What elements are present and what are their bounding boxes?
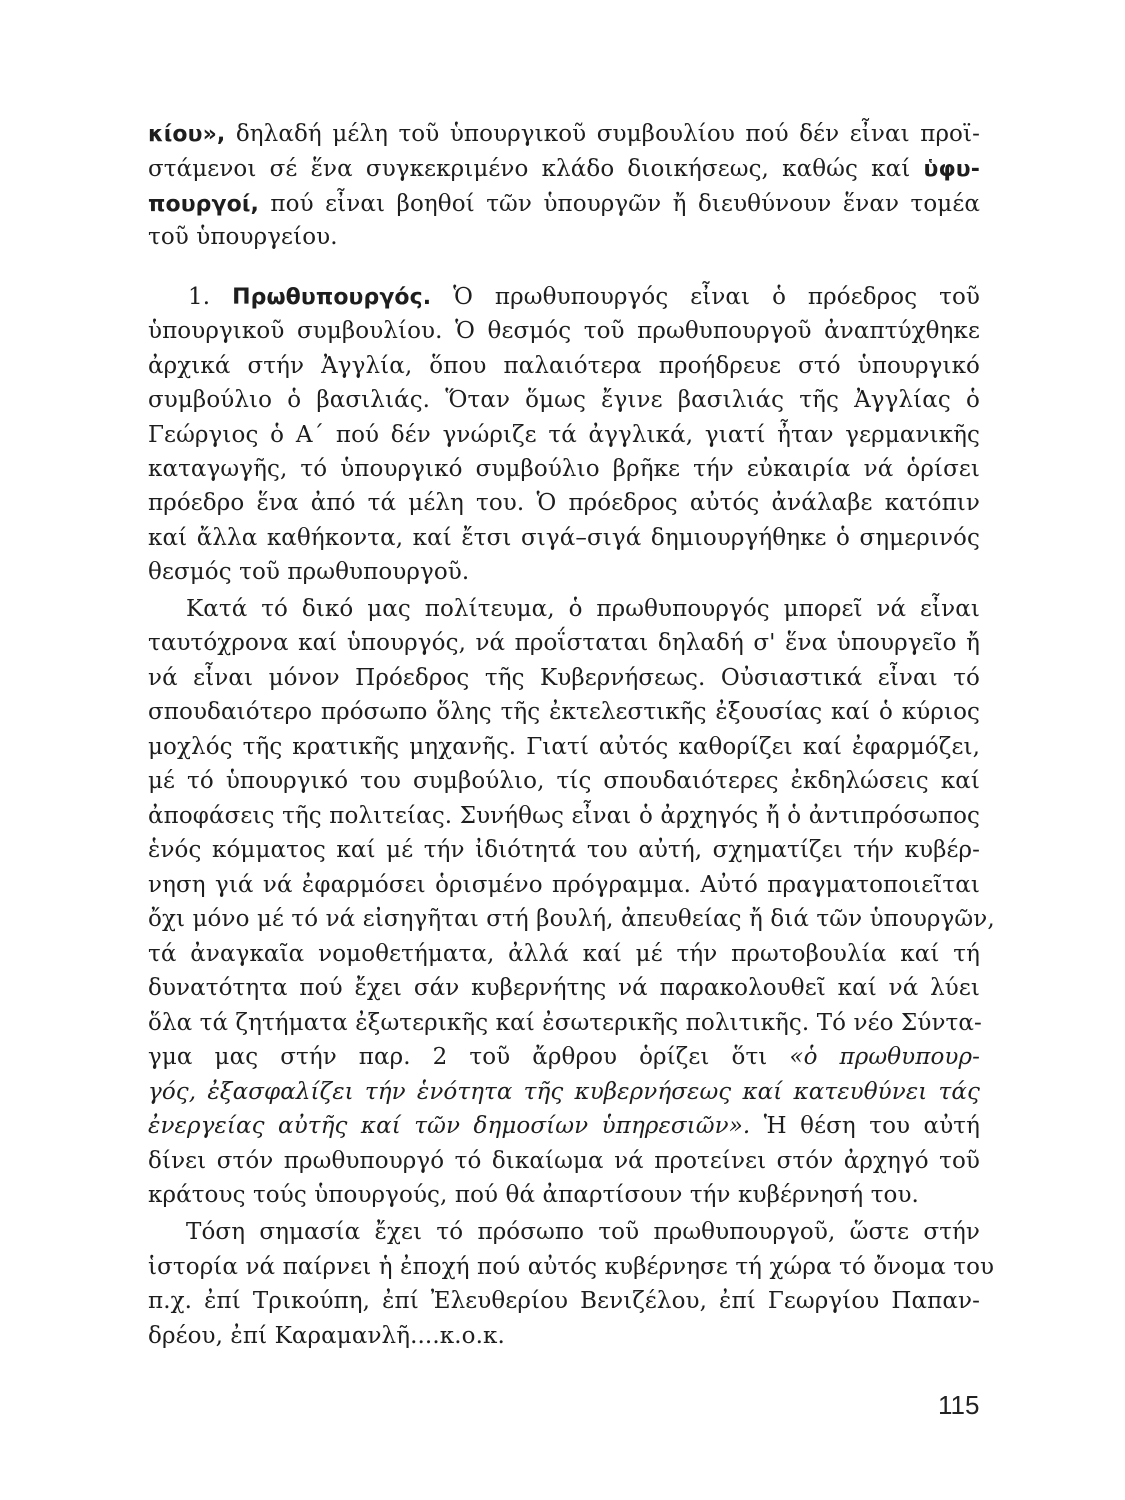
text-line: δρέου, ἐπί Καραμανλῆ....κ.ο.κ.	[148, 1323, 505, 1349]
text-line: μοχλός τῆς κρατικῆς μηχανῆς. Γιατί αὐτός καθορίζει καί ἐφαρμόζει,	[148, 734, 980, 760]
text-line	[148, 1081, 980, 1104]
text-line: ἀποφάσεις τῆς πολιτείας. Συνήθως εἶναι ὁ ἀρχηγός ἤ ὁ ἀντιπρόσωπος	[148, 803, 980, 829]
text-line: ἀρχικά στήν Ἀγγλία, ὅπου παλαιότερα προήδρευε στό ὑπουργικό	[148, 353, 980, 379]
italic-quote: γός, ἐξασφαλίζει τήν ἑνότητα τῆς κυβερνήσεως καί κατευθύνει τάς	[148, 1079, 980, 1105]
text-line: δυνατότητα πού ἔχει σάν κυβερνήτης νά παρακολουθεῖ καί νά λύει	[148, 975, 980, 1001]
text-line: δίνει στόν πρωθυπουργό τό δικαίωμα νά προτείνει στόν ἀρχηγό τοῦ	[148, 1148, 980, 1174]
text-line: στάμενοι σέ ἕνα συγκεκριμένο κλάδο διοικήσεως, καθώς καί ὑφυ-	[148, 156, 980, 182]
bold-term: ὑφυ-	[923, 157, 980, 182]
text-line: σπουδαιότερο πρόσωπο ὅλης τῆς ἐκτελεστικῆς ἐξουσίας καί ὁ κύριος	[148, 699, 980, 725]
section-heading: Πρωθυπουργός.	[232, 285, 432, 310]
section-heading-line: 1. Πρωθυπουργός. Ὁ πρωθυπουργός εἶναι ὁ πρόεδρος τοῦ	[188, 284, 980, 310]
text-line: κράτους τούς ὑπουργούς, πού θά ἀπαρτίσουν τήν κυβέρνησή του.	[148, 1182, 919, 1208]
text-line: Τόση σημασία ἔχει τό πρόσωπο τοῦ πρωθυπουργοῦ, ὥστε στήν	[186, 1219, 980, 1245]
text-line: ὅλα τά ζητήματα ἐξωτερικῆς καί ἐσωτερικῆς πολιτικῆς. Τό νέο Σύντα-	[148, 1010, 982, 1036]
text-line: ἐνεργείας αὐτῆς καί τῶν δημοσίων ὑπηρεσιῶν». Ἡ θέση του αὐτή	[148, 1113, 980, 1139]
text-line: ὄχι μόνο μέ τό νά εἰσηγῆται στή βουλή, ἀπευθείας ἤ διά τῶν ὑπουργῶν,	[148, 906, 995, 932]
text-line: ἑνός κόμματος καί μέ τήν ἰδιότητά του αὐτή, σχηματίζει τήν κυβέρ-	[148, 837, 980, 863]
text-line: θεσμός τοῦ πρωθυπουργοῦ.	[148, 559, 470, 585]
italic-quote: «ὁ πρωθυπουρ-	[789, 1044, 980, 1070]
text-line: τοῦ ὑπουργείου.	[148, 224, 338, 250]
text-line: Γεώργιος ὁ Α΄ πού δέν γνώριζε τά ἀγγλικά, γιατί ἦταν γερμανικῆς	[148, 422, 980, 448]
bold-term: κίου»,	[148, 122, 226, 147]
text-line: πουργοί, πού εἶναι βοηθοί τῶν ὑπουργῶν ἤ διευθύνουν ἕναν τομέα	[148, 191, 980, 217]
text-line: γμα μας στήν παρ. 2 τοῦ ἄρθρου ὁρίζει ὅτι «ὁ πρωθυπουρ-	[148, 1044, 980, 1070]
page-number: 115	[938, 1390, 980, 1420]
text-line: π.χ. ἐπί Τρικούπη, ἐπί Ἐλευθερίου Βενιζέλου, ἐπί Γεωργίου Παπαν-	[148, 1288, 980, 1314]
text-line: καταγωγῆς, τό ὑπουργικό συμβούλιο βρῆκε τήν εὐκαιρία νά ὁρίσει	[148, 456, 980, 482]
text-line: ὑπουργικοῦ συμβουλίου. Ὁ θεσμός τοῦ πρωθυπουργοῦ ἀναπτύχθηκε	[148, 318, 980, 344]
text-line: κίου», δηλαδή μέλη τοῦ ὑπουργικοῦ συμβουλίου πού δέν εἶναι προϊ-	[148, 121, 980, 147]
text-line: ταυτόχρονα καί ὑπουργός, νά προΐσταται δηλαδή σ' ἕνα ὑπουργεῖο ἤ	[148, 630, 980, 656]
text-line: ἱστορία νά παίρνει ἡ ἐποχή πού αὐτός κυβέρνησε τή χώρα τό ὄνομα του	[148, 1254, 995, 1280]
section-number: 1.	[188, 284, 211, 310]
text-line: νηση γιά νά ἐφαρμόσει ὁρισμένο πρόγραμμα. Αὐτό πραγματοποιεῖται	[148, 872, 980, 898]
text-line: τά ἀναγκαῖα νομοθετήματα, ἀλλά καί μέ τήν πρωτοβουλία καί τή	[148, 941, 980, 967]
text-line: πρόεδρο ἕνα ἀπό τά μέλη του. Ὁ πρόεδρος αὐτός ἀνάλαβε κατόπιν	[148, 490, 980, 516]
text-line: συμβούλιο ὁ βασιλιάς. Ὅταν ὅμως ἔγινε βασιλιάς τῆς Ἀγγλίας ὁ	[148, 387, 980, 413]
text-line: καί ἄλλα καθήκοντα, καί ἔτσι σιγά–σιγά δημιουργήθηκε ὁ σημερινός	[148, 525, 980, 551]
text-line: μέ τό ὑπουργικό του συμβούλιο, τίς σπουδαιότερες ἐκδηλώσεις καί	[148, 768, 980, 794]
text-line: Κατά τό δικό μας πολίτευμα, ὁ πρωθυπουργός μπορεῖ νά εἶναι	[186, 596, 980, 622]
bold-term: πουργοί,	[148, 192, 259, 217]
text-line: νά εἶναι μόνον Πρόεδρος τῆς Κυβερνήσεως. Οὐσιαστικά εἶναι τό	[148, 665, 980, 691]
italic-quote: ἐνεργείας αὐτῆς καί τῶν δημοσίων ὑπηρεσιῶν».	[148, 1113, 751, 1139]
